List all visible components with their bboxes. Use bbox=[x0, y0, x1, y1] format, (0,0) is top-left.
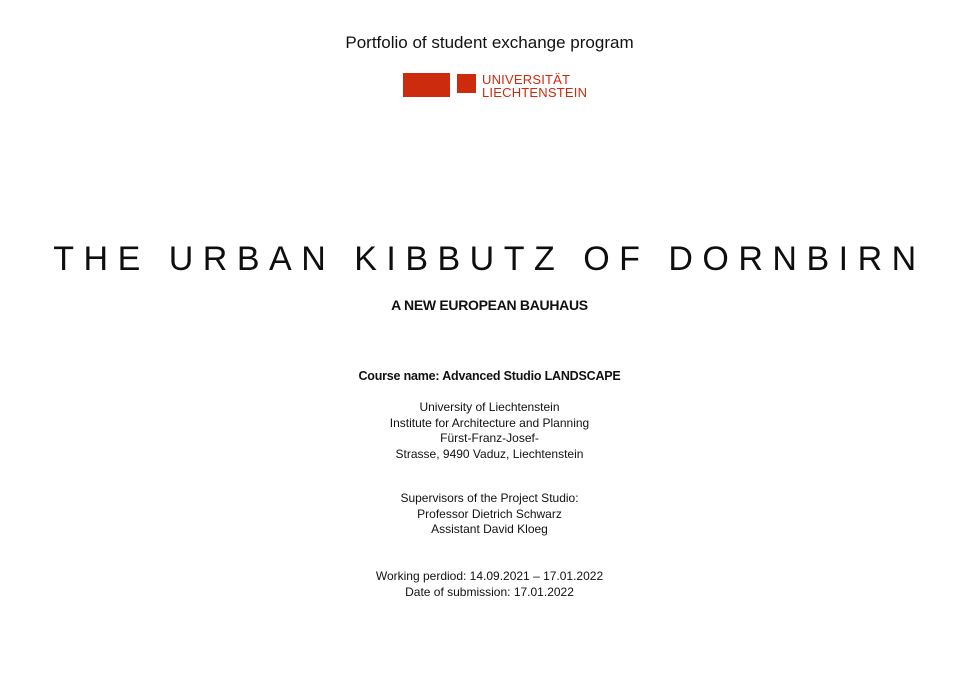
supervisors-heading: Supervisors of the Project Studio: bbox=[400, 491, 579, 505]
address-line: University of Liechtenstein bbox=[419, 400, 560, 414]
logo-line-1: UNIVERSITÄT bbox=[482, 72, 571, 87]
portfolio-heading: Portfolio of student exchange program bbox=[345, 33, 634, 52]
document-title: THE URBAN KIBBUTZ OF DORNBIRN bbox=[53, 240, 926, 278]
course-name: Course name: Advanced Studio LANDSCAPE bbox=[358, 369, 621, 383]
institution-address bbox=[0, 400, 979, 462]
supervisor-name: Professor Dietrich Schwarz bbox=[417, 506, 562, 521]
logo-wordmark bbox=[482, 73, 587, 99]
address-line: Institute for Architecture and Planning bbox=[389, 415, 590, 430]
supervisors-block bbox=[0, 491, 979, 538]
working-period: Working perdiod: 14.09.2021 – 17.01.2022 bbox=[375, 569, 604, 583]
address-line: Fürst-Franz-Josef- bbox=[440, 431, 539, 445]
period-block bbox=[0, 569, 979, 600]
supervisor-name: Assistant David Kloeg bbox=[431, 522, 548, 536]
logo-square-shape bbox=[457, 74, 476, 93]
submission-date: Date of submission: 17.01.2022 bbox=[405, 584, 574, 599]
logo-bar-shape bbox=[403, 73, 450, 97]
document-subtitle: A NEW EUROPEAN BAUHAUS bbox=[391, 297, 588, 313]
university-logo bbox=[403, 73, 587, 99]
logo-line-2: LIECHTENSTEIN bbox=[482, 85, 588, 100]
address-line: Strasse, 9490 Vaduz, Liechtenstein bbox=[395, 446, 584, 461]
